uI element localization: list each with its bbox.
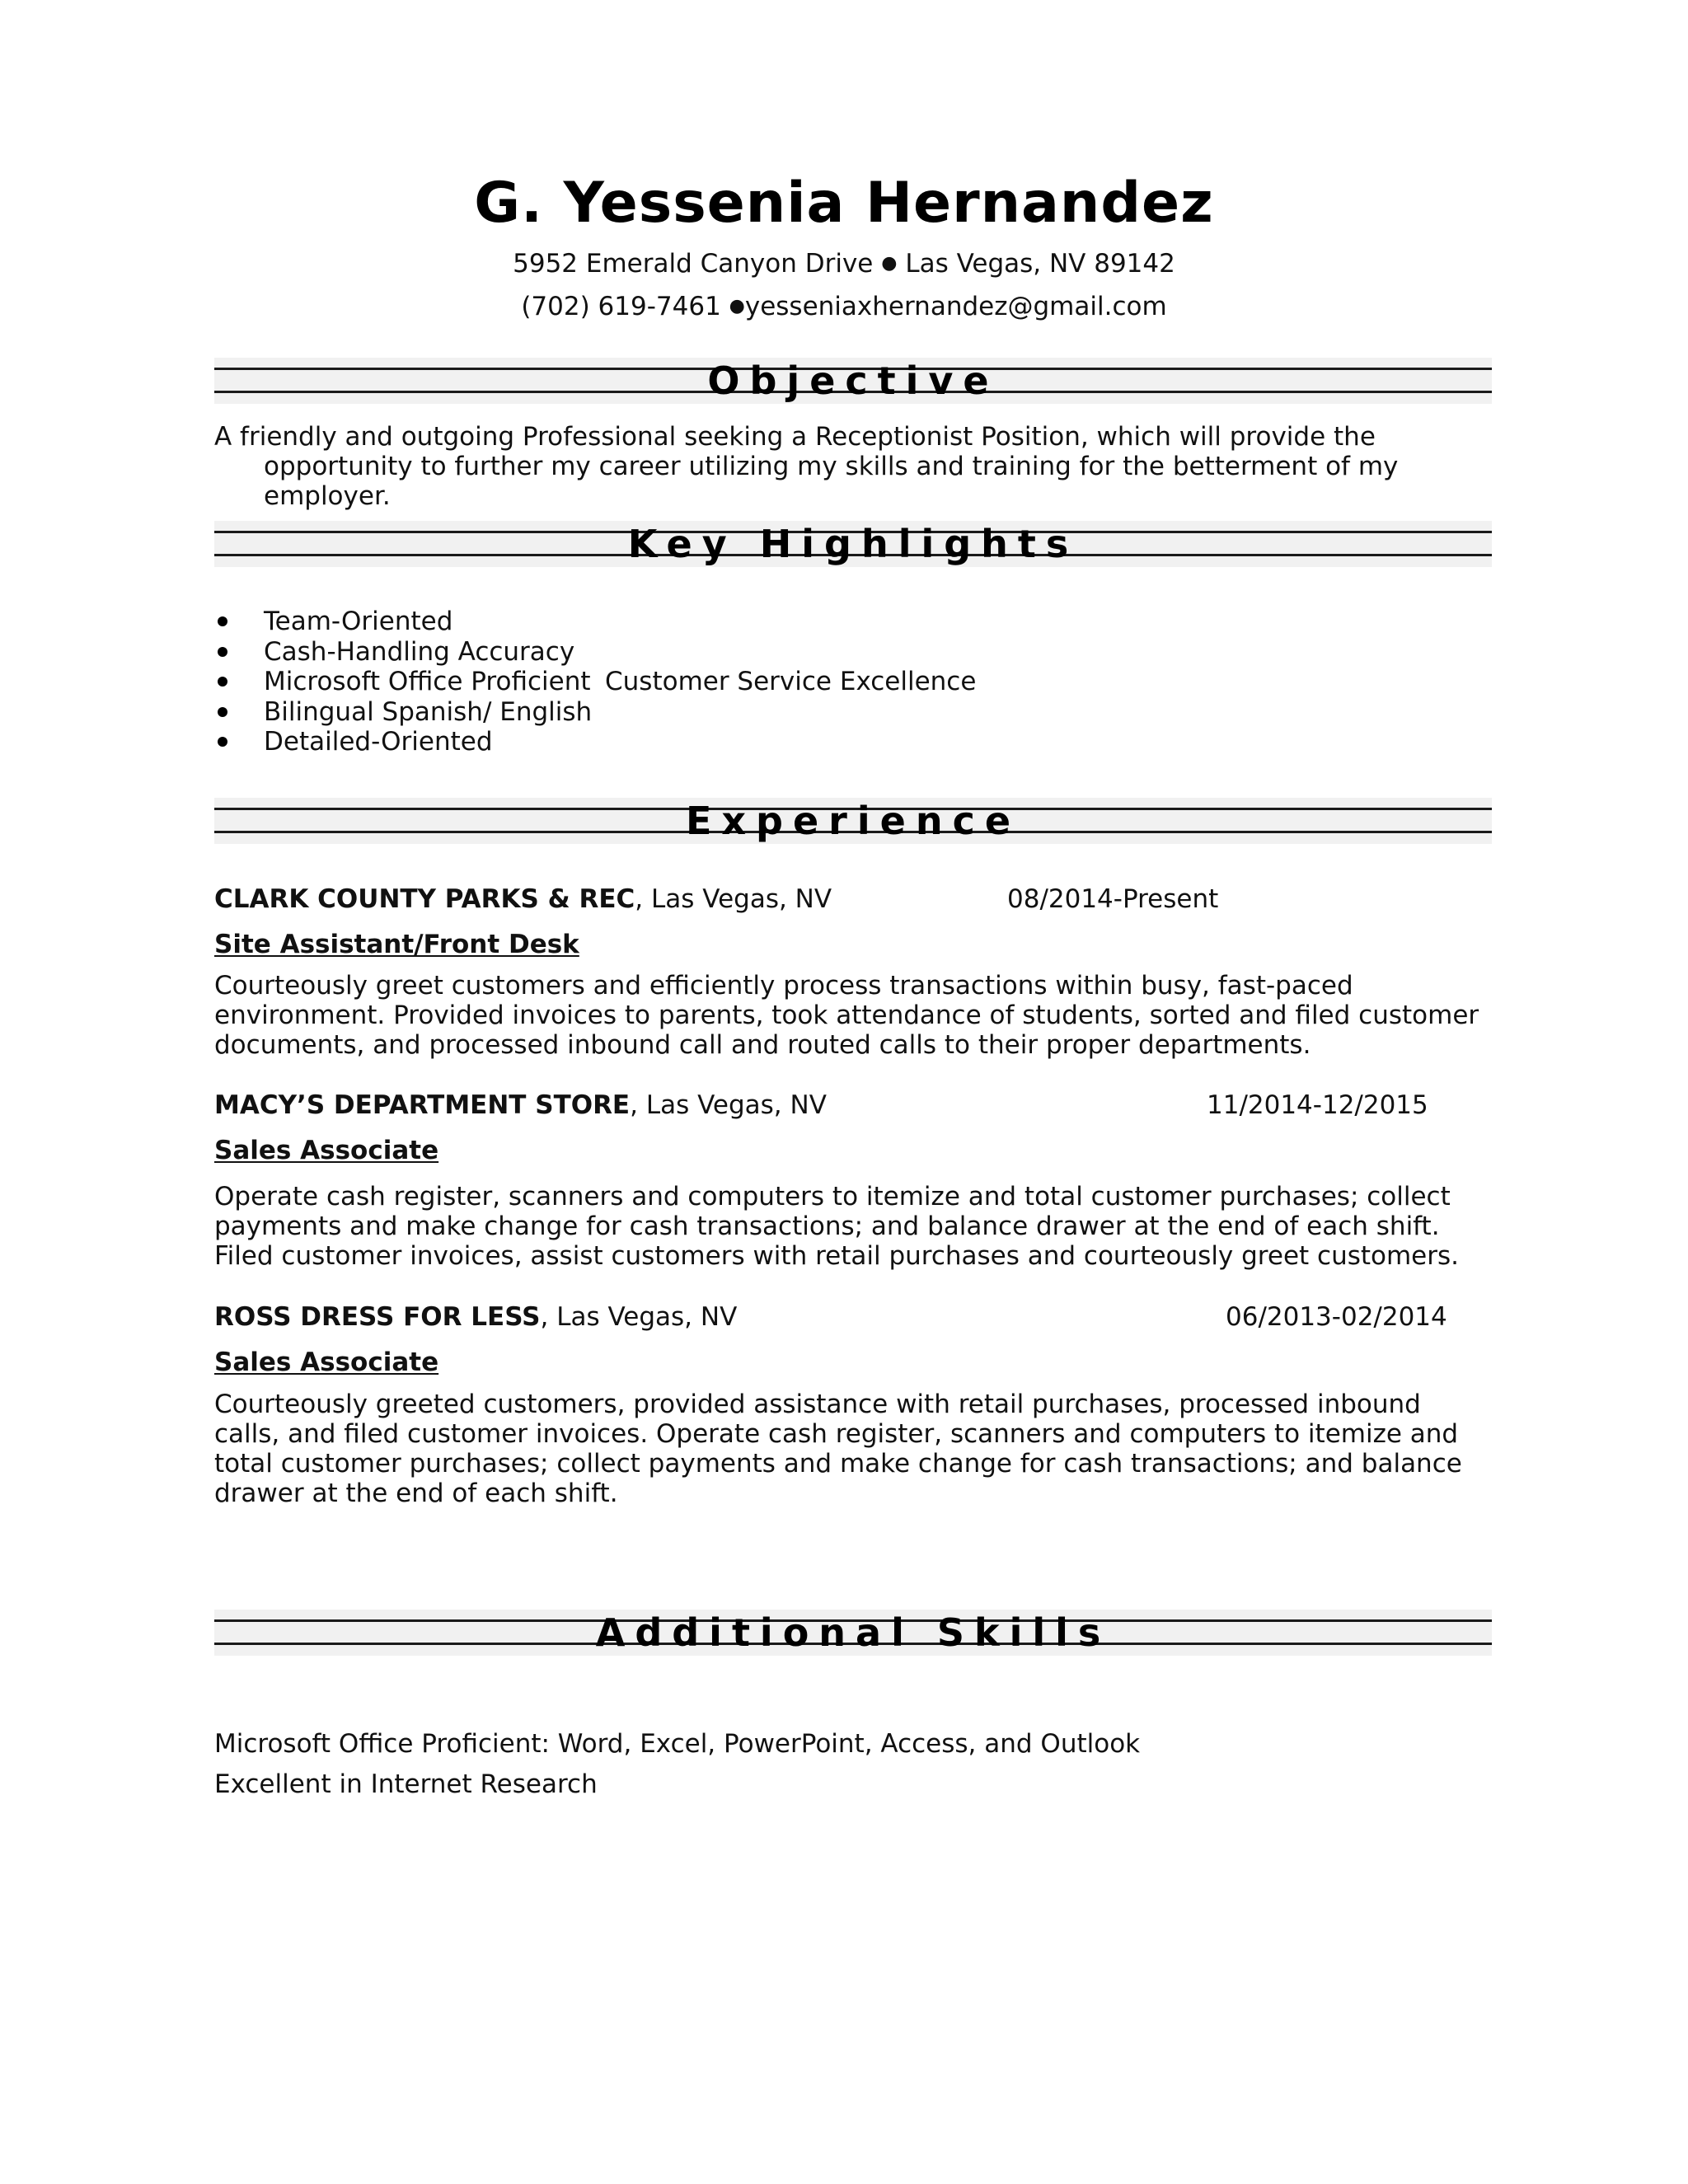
highlight-label: Detailed-Oriented — [264, 727, 493, 757]
objective-banner — [214, 358, 1492, 404]
street-address: 5952 Emerald Canyon Drive — [513, 249, 874, 279]
bullet-icon — [218, 616, 227, 626]
skill-item: Excellent in Internet Research — [214, 1769, 598, 1799]
job-header — [214, 1089, 827, 1122]
company-name: ROSS DRESS FOR LESS — [214, 1302, 541, 1332]
address-line — [0, 246, 1688, 282]
highlights-banner — [214, 521, 1492, 567]
candidate-name: G. Yessenia Hernandez — [474, 171, 1214, 236]
highlight-label: Team-Oriented — [264, 607, 453, 636]
job-header — [214, 1301, 737, 1333]
company-name: CLARK COUNTY PARKS & REC — [214, 884, 635, 914]
city-state-zip: Las Vegas, NV 89142 — [905, 249, 1175, 279]
job-dates: 06/2013-02/2014 — [1226, 1302, 1447, 1332]
job-header — [214, 883, 832, 916]
job-title: Site Assistant/Front Desk — [214, 930, 579, 959]
bullet-icon — [218, 647, 227, 657]
job-location: , Las Vegas, NV — [540, 1302, 738, 1332]
section-title-highlights: Key Highlights — [627, 522, 1079, 566]
job-title: Sales Associate — [214, 1136, 439, 1165]
job-description: Courteously greeted customers, provided assistance with retail purchases, processed inbound calls, and filed customer invoices. Operate cash register, scanners and computers to itemize and total customer purchases; collect payments and make change for cash transactions; and balance drawer at the end of each shift. — [214, 1390, 1462, 1508]
job-location: , Las Vegas, NV — [630, 1090, 827, 1120]
section-title-skills: Additional Skills — [595, 1610, 1111, 1655]
job-title: Sales Associate — [214, 1347, 439, 1377]
job-dates: 11/2014-12/2015 — [1207, 1090, 1428, 1120]
skills-banner — [214, 1610, 1492, 1656]
bullet-icon — [218, 737, 227, 747]
bullet-icon — [218, 707, 227, 717]
job-description: Courteously greet customers and efficiently process transactions within busy, fast-paced environment. Provided invoices to parents, took attendance of students, sorted and filed customer documents, and processed inbound call and routed calls to their proper departments. — [214, 971, 1479, 1060]
section-title-experience: Experience — [685, 799, 1021, 843]
job-location: , Las Vegas, NV — [635, 884, 832, 914]
bullet-icon — [218, 677, 227, 687]
contact-line — [0, 288, 1688, 325]
job-description: Operate cash register, scanners and computers to itemize and total customer purchases; collect payments and make change for cash transactions; and balance drawer at the end of each shift. Filed customer invoices, assist customers with retail purchases and courteously greet customers. — [214, 1182, 1460, 1271]
highlight-label-extra: Customer Service Excellence — [605, 667, 977, 696]
section-title-objective: Objective — [707, 359, 999, 403]
phone-number: (702) 619-7461 — [521, 292, 721, 321]
highlight-label: Microsoft Office Proficient — [264, 667, 591, 696]
skill-item: Microsoft Office Proficient: Word, Excel, PowerPoint, Access, and Outlook — [214, 1729, 1141, 1759]
objective-text: A friendly and outgoing Professional seeking a Receptionist Position, which will provide the opportunity to further my career utilizing my skills and training for the betterment of my employer. — [214, 422, 1399, 511]
bullet-separator: ● — [729, 296, 745, 316]
experience-banner — [214, 798, 1492, 844]
job-dates: 08/2014-Present — [1007, 884, 1219, 914]
bullet-separator: ● — [881, 253, 898, 274]
highlight-label: Bilingual Spanish/ English — [264, 696, 593, 727]
company-name: MACY’S DEPARTMENT STORE — [214, 1090, 631, 1120]
highlight-label: Cash-Handling Accuracy — [264, 636, 575, 667]
email-address[interactable]: yesseniaxhernandez@gmail.com — [744, 292, 1167, 321]
